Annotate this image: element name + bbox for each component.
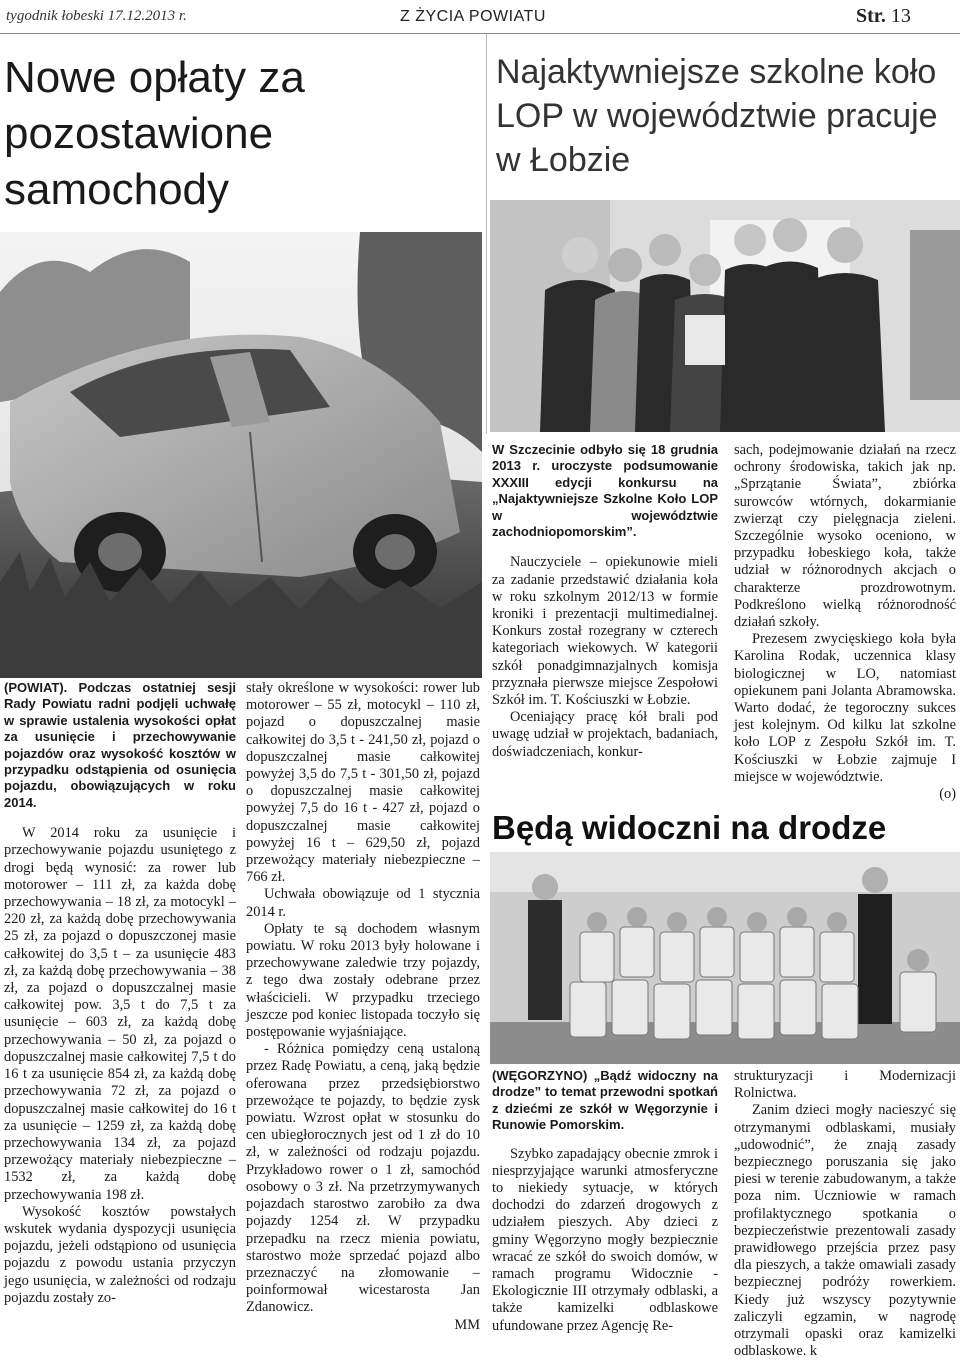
column-rule [486, 34, 487, 434]
lop-paragraph: sach, podejmowanie działań na rzecz ochrony środowiska, takich jak np. „Sprzątanie Świata”, zbiórka surowców wtórnych, dokarmianie zwierząt czy pielęgnacja zieleni. Szczególnie wysoko oceniono, w przypadku łobeskiego koła, także udział w różnorodnych akcjach o charakterze prozdrowotnym. Podkreślono wielką różnorodność działań szkoły. [734, 442, 956, 631]
fees-paragraph: Uchwała obowiązuje od 1 stycznia 2014 r. [246, 886, 480, 920]
lop-column-2 [734, 442, 956, 803]
headline-fees: Nowe opłaty za pozostawione samochody [4, 53, 305, 214]
header-rule [0, 33, 960, 34]
fees-paragraph: stały określone w wysokości: rower lub motorower – 55 zł, motocykl – 110 zł, pojazd o dopuszczalnej masie całkowitej do 3,5 t - 241,50 zł, pojazd o dopuszczalnej masie całkowitej powyżej 3,5 do 7,5 t - 301,50 zł, pojazd o dopuszczalnej masie całkowitej powyżej 7,5 do 16 t - 427 zł, pojazd o dopuszczalnej masie całkowitej powyżej 16 t – 629,50 zł, pojazd przewożący materiały niebezpieczne – 766 zł. [246, 680, 480, 886]
issue-date: tygodnik łobeski 17.12.2013 r. [6, 8, 187, 24]
fees-column-1 [4, 680, 236, 1307]
page-number [856, 5, 911, 28]
page-prefix: Str. [856, 5, 886, 27]
fees-column-2 [246, 680, 480, 1334]
visible-lead: (WĘGORZYNO) „Bądź widoczny na drodze” to temat przewodni spotkań z dziećmi ze szkół w Węgorzynie i Runowie Pomorskim. [492, 1068, 718, 1133]
visible-paragraph: Szybko zapadający obecnie zmrok i niesprzyjające warunki atmosferyczne to niekiedy sytuacje, w których dochodzi do zdarzeń drogowych z udziałem pieszych. Aby dzieci z gminy Węgorzyno mogły bezpiecznie wracać ze szkół do swoich domów, w ramach programu Widocznie - Ekologicznie III otrzymały odblaski, a także kamizelki odblaskowe ufundowane przez Agencję Re- [492, 1145, 718, 1334]
photo-children-vests [490, 852, 960, 1064]
visible-column-2 [734, 1068, 956, 1360]
lop-lead: W Szczecinie odbyło się 18 grudnia 2013 r. uroczyste podsumowanie XXXIII edycji konkursu na „Najaktywniejsze Szkolne Koło LOP w województwie zachodniopomorskim”. [492, 442, 718, 540]
visible-column-1 [492, 1068, 718, 1335]
lop-paragraph: Oceniający pracę kół brali pod uwagę udział w projektach, badaniach, doświadczeniach, konkur- [492, 709, 718, 760]
lop-signature: (o) [939, 786, 956, 803]
lop-column-1 [492, 442, 718, 761]
photo-abandoned-car [0, 232, 482, 678]
headline-visible: Będą widoczni na drodze [492, 809, 887, 846]
fees-paragraph: - Różnica pomiędzy ceną ustaloną przez Radę Powiatu, a ceną, jaką będzie oferowana przez przedsiębiorstwo przewożące te pojazdy, to będzie zysk powiatu. Wzrost opłat w stosunku do cen ubiegłorocznych jest od 1 zł do 10 zł, w zależności od rodzaju pojazdu. Przykładowo rower o 1 zł, samochód osobowy o 3 zł. Na przetrzymywanych pojazdach starostwo zarobiło za dwa pojazdy 1254 zł. W przypadku przepadku na rzecz mienia powiatu, starostwo może sprzedać pojazd albo przeznaczyć na złomowanie – poinformował wicestarosta Jan Zdanowicz. [246, 1041, 480, 1316]
page-num-value: 13 [890, 5, 911, 27]
section-title: Z ŻYCIA POWIATU [400, 8, 546, 25]
lop-paragraph: Nauczyciele – opiekunowie mieli za zadanie przedstawić działania koła w roku szkolnym 2012/13 w formie kroniki i prezentacji multimedialnej. Konkurs został rozegrany w czterech kategoriach wiekowych. W kategorii szkół ponadgimnazjalnych komisja przyznała pierwsze miejsce Zespołowi Szkół im. T. Kościuszki w Łobzie. [492, 554, 718, 709]
fees-paragraph: Wysokość kosztów powstałych wskutek wydania dyspozycji usunięcia pojazdu, jeżeli odstąpiono od usunięcia pojazdu z powodu ustania przyczyn jego usunięcia, w zależności od rodzaju pojazdu zostały zo- [4, 1203, 236, 1306]
fees-paragraph: W 2014 roku za usunięcie i przechowywanie pojazdu usuniętego z drogi będą wynosić: za rower lub motorower – 111 zł, za każda dobę przechowywania – 18 zł, za motocykl – 220 zł, za każdą dobę przechowywania 25 zł, za pojazd o dopuszczonej masie całkowitej do 3,5 t – za usunięcie 483 zł, za każdą dobę przechowywania – 38 zł, za pojazd o dopuszczalnej masie całkowitej pow. 3,5 t do 7,5 t za usunięcie – 603 zł, za każdą dobę przechowywania – 50 zł, za pojazd o dopuszczalnej masie całkowitej 7,5 t do 16 t za usunięcie 854 zł, za każdą dobę przechowywania 72 zł, za pojazd o dopuszczalnej masie całkowitej do 16 t za usunięcie – 1259 zł, za każdą dobę przechowywania 134 zł, za pojazd przewożący materiały niebezpieczne – 1532 zł, za każdą dobę przechowywania 198 zł. [4, 825, 236, 1203]
headline-lop: Najaktywniejsze szkolne koło LOP w województwie pracuje w Łobzie [496, 53, 938, 179]
fees-paragraph: Opłaty te są dochodem własnym powiatu. W roku 2013 były holowane i przechowywane zaledwie trzy pojazdy, z tego dwa zostały odebrane przez właścicieli. W przypadku trzeciego jeszcze pod koniec listopada toczyło się postępowanie wyjaśniające. [246, 920, 480, 1041]
photo-lop-group [490, 200, 960, 432]
visible-paragraph: strukturyzacji i Modernizacji Rolnictwa. [734, 1068, 956, 1102]
fees-lead: (POWIAT). Podczas ostatniej sesji Rady Powiatu radni podjęli uchwałę w sprawie ustalenia wysokości opłat za usunięcie i przechowywanie pojazdów oraz wysokość kosztów w przypadku odstąpienia od osunięcia pojazdu, obowiązujących w roku 2014. [4, 680, 236, 810]
visible-paragraph: Zanim dzieci mogły nacieszyć się otrzymanymi odblaskami, musiały „udowodnić”, że znają zasady bezpiecznego poruszania się jako piesi w terenie zabudowanym, a także poza nim. Uczniowie w ramach profilaktycznego spotkania o bezpieczeństwie prezentowali zasady prawidłowego przejścia przez pasy dla pieszych, a także omawiali zasady bezpiecznej podróży rowerkiem. Kiedy już wszyscy pozytywnie zaliczyli egzamin, w nagrodę otrzymali opaski oraz kamizelki odblaskowe. k [734, 1102, 956, 1360]
lop-paragraph: Prezesem zwycięskiego koła była Karolina Rodak, uczennica klasy biologicznej w LO, natomiast opiekunem pani Jolanta Abramowska. Warto dodać, że tegoroczny sukces jest kolejnym. Od kilku lat szkolne koło LOP z Zespołu Szkół im. T. Kościuszki w Łobzie zajmuje I miejsce w województwie. [734, 631, 956, 785]
fees-signature: MM [454, 1316, 480, 1333]
